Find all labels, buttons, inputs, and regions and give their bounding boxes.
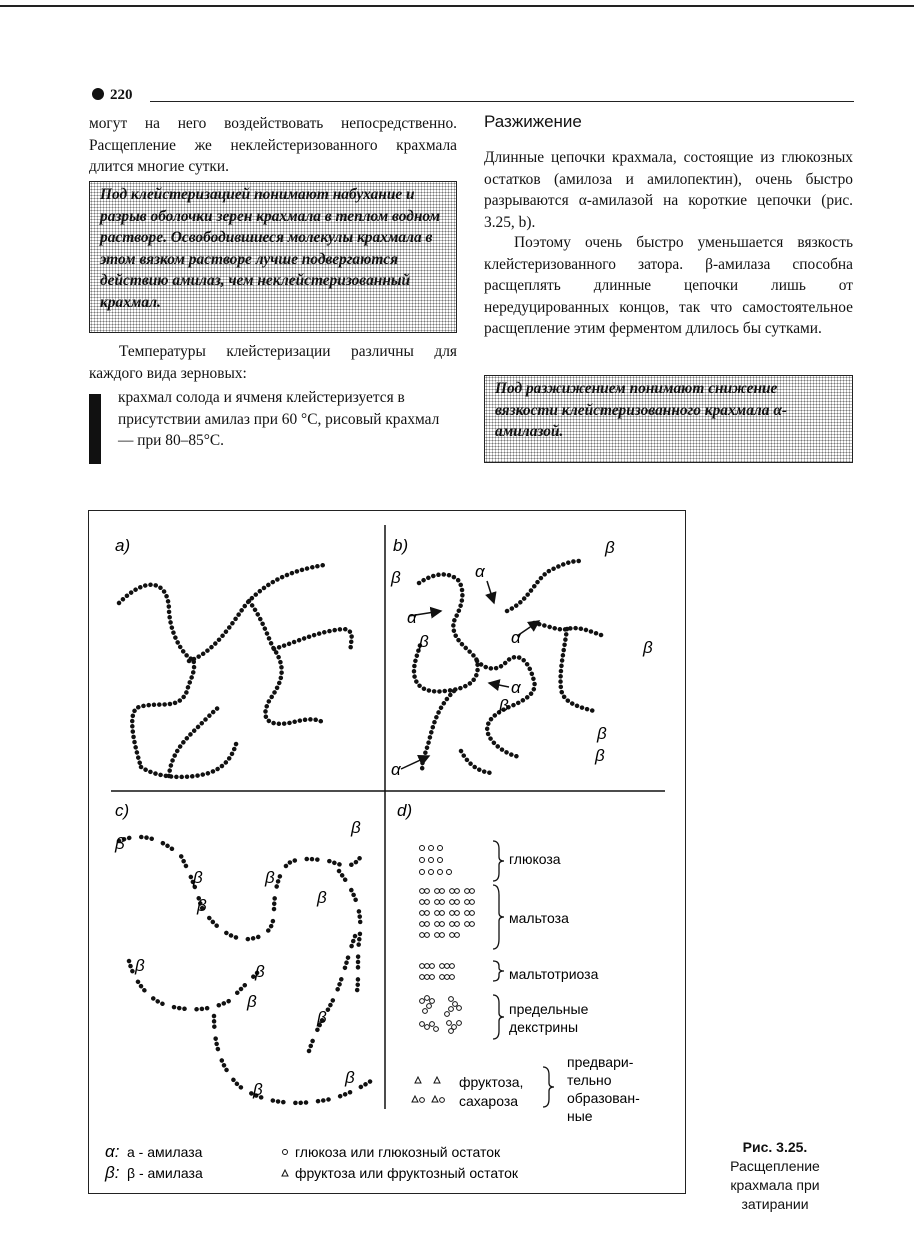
svg-text:β: β [193,868,203,887]
caption-label: Рис. 3.25. [742,1139,808,1155]
figure-svg [89,511,684,1192]
svg-text:β: β [317,888,327,907]
legend-sucrose: сахароза [459,1093,519,1109]
svg-text:α: α [391,760,401,779]
section-heading: Разжижение [484,112,582,131]
svg-text:β: β [317,1008,327,1027]
legend-preformed-2: тельно [567,1072,612,1088]
definition-box-liquefaction: Под разжижением понимают снижение вязкости клейстеризованного крахмала α-амилазой. [484,375,853,463]
dextrin-clusters [420,996,462,1034]
legend-preformed-3: образован- [567,1090,640,1106]
panel-b-arrows [401,581,539,769]
panel-d-label: d) [397,801,413,820]
svg-text:α: α [407,608,417,627]
svg-text:β: β [265,868,275,887]
svg-text:β: β [115,834,125,853]
legend-preformed-4: ные [567,1108,593,1124]
right-paragraph-1: Длинные цепочки крахмала, состоящие из глюкозных остатков (амилоза и амилопектин), очень быстро разрываются α-амилазой на короткие цепочки (рис. 3.25, b). [484,149,853,231]
maltotriose-dots [420,964,455,980]
legend-beta-text: β - амилаза [127,1165,203,1181]
svg-text:β: β [419,632,429,651]
legend-dextrins-2: декстрины [509,1019,579,1035]
figure-bottom-legend [104,1142,519,1182]
legend-fructose: фруктоза, [459,1074,524,1090]
fructose-symbols [412,1077,444,1102]
glucose-dots [420,846,452,875]
svg-text:β: β [135,956,145,975]
header-rule [150,101,854,102]
svg-text:β: β [499,696,509,715]
fructose-symbol [282,1170,288,1176]
svg-text:β: β [255,962,265,981]
gelatinization-temps-list: крахмал солода и ячменя клейстеризуется в присутствии амилаз при 60 °С, рисовый крахмал — при 80–85°С. [118,389,440,450]
svg-text:β: β [197,896,207,915]
legend-dextrins-1: предельные [509,1001,589,1017]
svg-text:β: β [391,568,401,587]
panel-c-label: c) [115,801,130,820]
right-paragraph-2: Поэтому очень быстро уменьшается вязкость клейстеризованного затора. β-амилаза способна расщеплять длинные цепочки лишь от нередуцированных концов, так что самостоятельное расщепление этим ферментом длилось бы сутками. [484,234,853,338]
panel-c-fragments [119,837,374,1103]
panel-b-label: b) [393,536,409,555]
top-rule [0,5,914,7]
svg-text:β: β [605,538,615,557]
svg-text:α: α [511,628,521,647]
svg-text:α: α [475,562,485,581]
figure-caption [700,1138,850,1214]
svg-text:β: β [351,818,361,837]
list-marker-bar [89,394,101,464]
panel-b-chains [414,561,604,773]
figure-3-25 [88,510,686,1194]
legend-preformed-1: предвари- [567,1054,634,1070]
legend-alpha-text: а - амилаза [127,1144,203,1160]
panel-a-chains [119,565,352,777]
caption-text: Расщепление крахмала при затирании [730,1158,820,1212]
legend-maltose: мальтоза [509,910,569,926]
svg-text:β: β [253,1080,263,1099]
svg-text:β: β [345,1068,355,1087]
left-paragraph-1: могут на него воздействовать непосредственно. Расщепление же неклейстеризованного крахмала длится многие сутки. [89,115,457,176]
bullet-icon [92,88,104,100]
glucose-symbol [283,1150,288,1155]
maltose-dots [420,889,475,938]
legend-glucose: глюкоза [509,851,561,867]
legend-glucose-residue: глюкоза или глюкозный остаток [295,1144,501,1160]
panel-a-label: a) [115,536,131,555]
legend-fructose-residue: фруктоза или фруктозный остаток [295,1165,519,1181]
svg-text:β: β [597,724,607,743]
svg-text:β: β [247,992,257,1011]
legend-beta-symbol: β: [105,1163,120,1182]
definition-box-gelatinization: Под клейстеризацией понимают набухание и разрыв оболочки зерен крахмала в теплом водном растворе. Освободившиеся молекулы крахмала в этом вязком растворе лучше подвергаются действию амилаз, чем неклейстеризованный крахмал. [89,181,457,333]
left-paragraph-2: Температуры клейстеризации различны для каждого вида зерновых: [89,343,457,382]
legend-alpha-symbol: α: [105,1142,120,1161]
page-number: 220 [92,87,133,104]
svg-text:α: α [511,678,521,697]
panel-d-legend [412,841,640,1124]
panel-c-enzyme-labels [114,818,361,1099]
svg-text:β: β [643,638,653,657]
legend-maltotriose: мальтотриоза [509,966,599,982]
svg-text:β: β [595,746,605,765]
